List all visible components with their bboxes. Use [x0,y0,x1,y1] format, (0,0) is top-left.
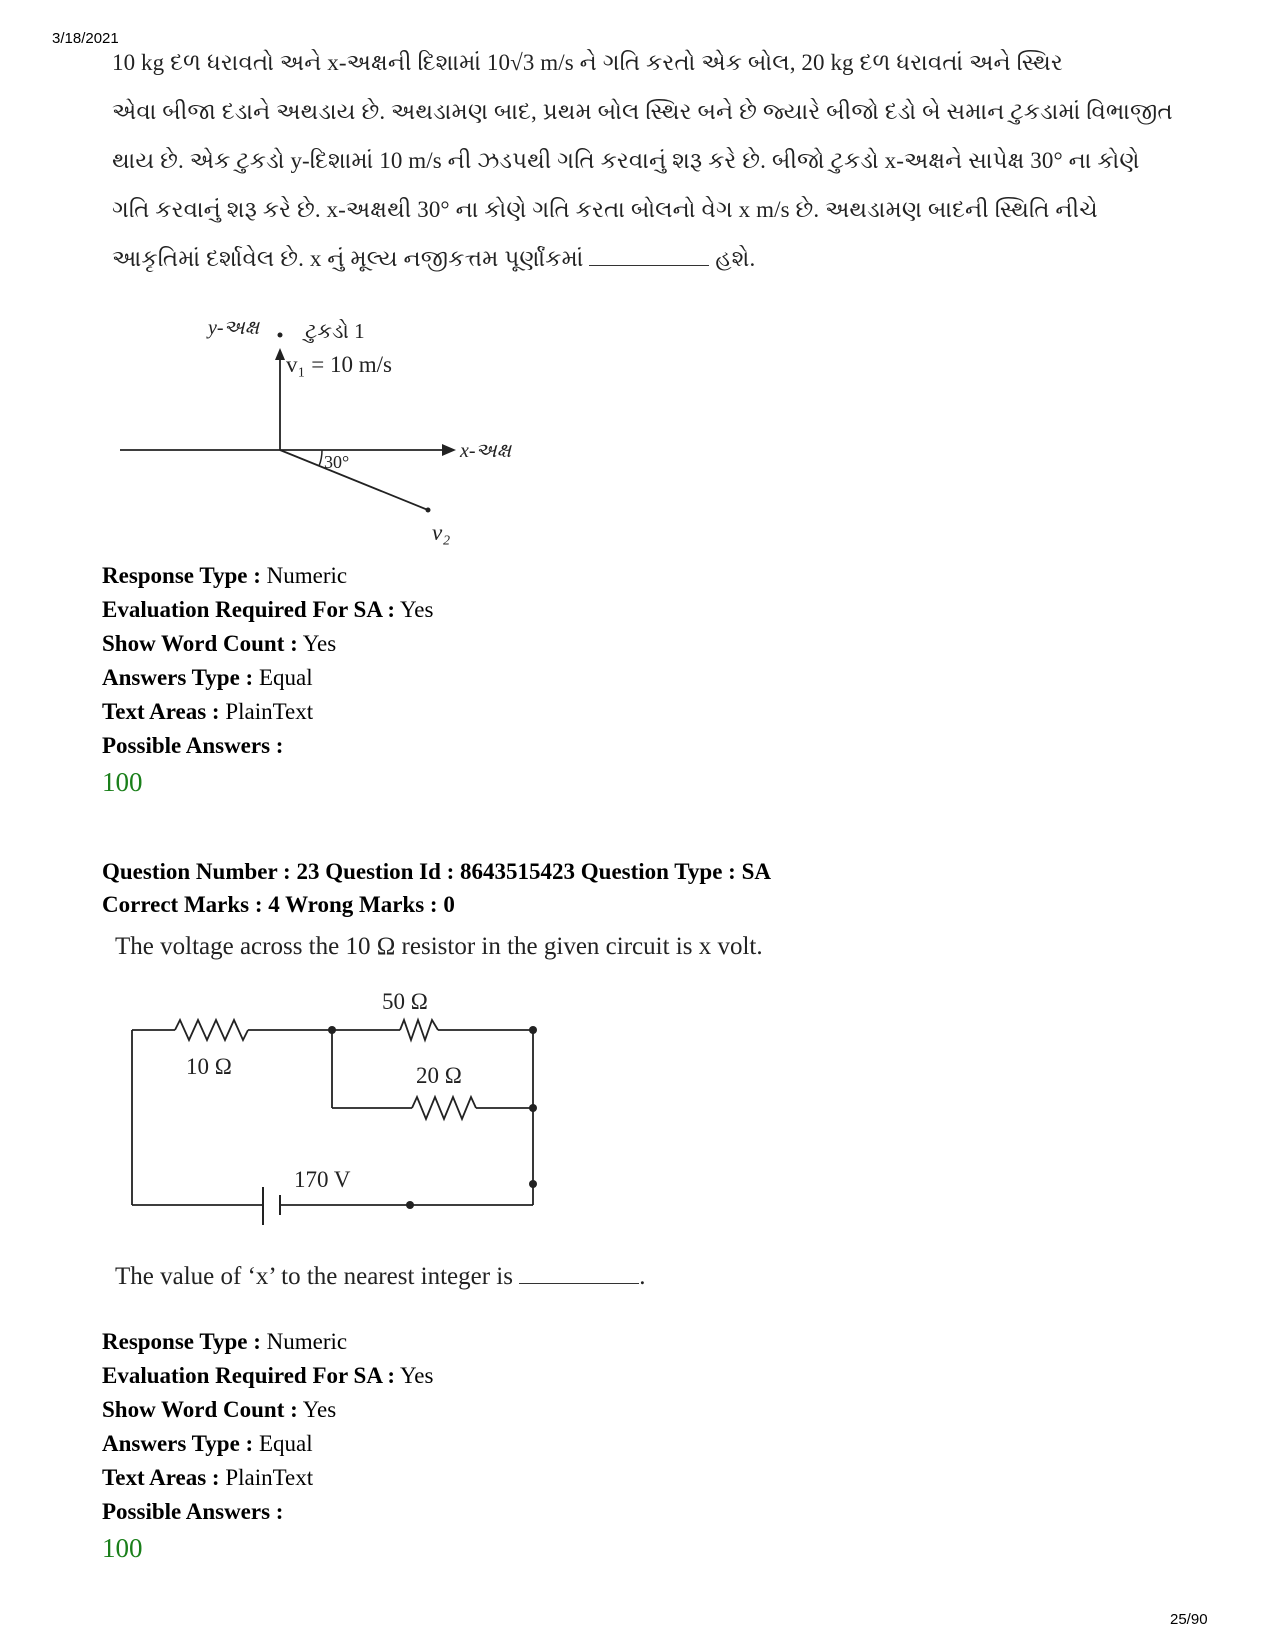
meta-value: Yes [400,597,434,622]
meta-row [102,1495,433,1529]
page-date: 3/18/2021 [52,30,119,47]
q23-statement: The voltage across the 10 Ω resistor in the given circuit is x volt. [115,933,763,960]
question-23-header [102,855,771,921]
meta-row [102,1359,433,1393]
y-axis-arrow [275,348,285,360]
junction-node [406,1201,414,1209]
x-axis-label: x-અક્ષ [460,440,512,462]
meta-value: Numeric [266,563,348,588]
resistor-20-ohm [412,1097,476,1119]
battery-label: 170 V [294,1167,351,1192]
meta-key: Response Type : [102,1329,261,1354]
meta-key: Response Type : [102,563,261,588]
question-number-line: Question Number : 23 Question Id : 8643515423 Question Type : SA [102,859,771,884]
meta-row [102,627,433,661]
meta-value: PlainText [225,1465,314,1490]
v2-label: v₂ [432,520,451,545]
junction-node [328,1026,336,1034]
y-axis-dot [278,333,283,338]
r20-label: 20 Ω [416,1063,462,1088]
meta-key: Text Areas : [102,1465,220,1490]
meta-row [102,1393,433,1427]
q23-question-end: . [639,1263,646,1290]
junction-node [529,1026,537,1034]
q22-line-2: એવા બીજા દડાને અથડાય છે. અથડામણ બાદ, પ્રથમ બોલ સ્થિર બને છે જ્યારે બીજો દડો બે સમાન ટુકડામાં વિભાજીત [112,99,1173,124]
q22-line-5 [112,234,1192,283]
junction-node [529,1180,537,1188]
q22-line-3: થાય છે. એક ટુકડો y-દિશામાં 10 m/s ની ઝડપથી ગતિ કરવાનું શરૂ કરે છે. બીજો ટુકડો x-અક્ષને સાપેક્ષ 30° ના કોણે [112,148,1140,173]
meta-value: Yes [302,631,337,656]
meta-key: Possible Answers : [102,733,284,758]
meta-value: Yes [302,1397,337,1422]
v2-dot [426,508,431,513]
x-axis-arrow [442,444,456,456]
q23-question-text: The value of ‘x’ to the nearest integer is [115,1263,513,1290]
meta-row [102,1461,433,1495]
r10-label: 10 Ω [186,1054,232,1079]
meta-value: Yes [400,1363,434,1388]
q22-line-5-end: હશે. [715,246,756,271]
meta-key: Evaluation Required For SA : [102,597,396,622]
meta-row [102,661,433,695]
junction-node [529,1104,537,1112]
meta-value: Equal [258,1431,313,1456]
angle-label: 30° [324,452,350,472]
q22-line-5-start: આકૃતિમાં દર્શાવેલ છે. x નું મૂલ્ય નજીકત્તમ પૂર્ણાંકમાં [112,246,584,271]
resistor-10-ohm [175,1020,248,1040]
possible-answer: 100 [102,767,143,797]
collision-diagram [110,318,550,548]
question-22-text [112,38,1192,283]
meta-row [102,593,433,627]
r50-label: 50 Ω [382,989,428,1014]
piece-1-label: ટુકડો 1 [305,319,365,343]
possible-answer: 100 [102,1533,143,1563]
meta-row [102,559,433,593]
q22-line-1: 10 kg દળ ધરાવતો અને x-અક્ષની દિશામાં 10√3 m/s ને ગતિ કરતો એક બોલ, 20 kg દળ ધરાવતાં અને સ્થિર [112,50,1063,75]
v2-line [280,450,428,510]
meta-row [102,695,433,729]
meta-key: Text Areas : [102,699,220,724]
meta-key: Show Word Count : [102,631,298,656]
meta-value: Equal [258,665,313,690]
v1-label: v₁ = 10 m/s [286,352,392,377]
page-number: 25/90 [1170,1611,1208,1628]
meta-key: Show Word Count : [102,1397,298,1422]
circuit-diagram [120,975,550,1255]
meta-key: Answers Type : [102,665,254,690]
answer-blank [519,1263,639,1284]
meta-key: Possible Answers : [102,1499,284,1524]
meta-value: PlainText [225,699,314,724]
marks-line: Correct Marks : 4 Wrong Marks : 0 [102,892,455,917]
meta-key: Evaluation Required For SA : [102,1363,396,1388]
resistor-50-ohm [400,1020,438,1040]
q22-line-4: ગતિ કરવાનું શરૂ કરે છે. x-અક્ષથી 30° ના કોણે ગતિ કરતા બોલનો વેગ x m/s છે. અથડામણ બાદની સ્થિતિ નીચે [112,197,1098,222]
q22-meta [102,559,433,801]
angle-arc [319,450,322,466]
meta-row [102,1427,433,1461]
meta-row [102,729,433,763]
answer-blank [589,245,709,266]
q23-meta [102,1325,433,1567]
meta-value: Numeric [266,1329,348,1354]
y-axis-label: y-અક્ષ [208,318,260,339]
q23-question [115,1263,646,1291]
meta-key: Answers Type : [102,1431,254,1456]
meta-row [102,1325,433,1359]
